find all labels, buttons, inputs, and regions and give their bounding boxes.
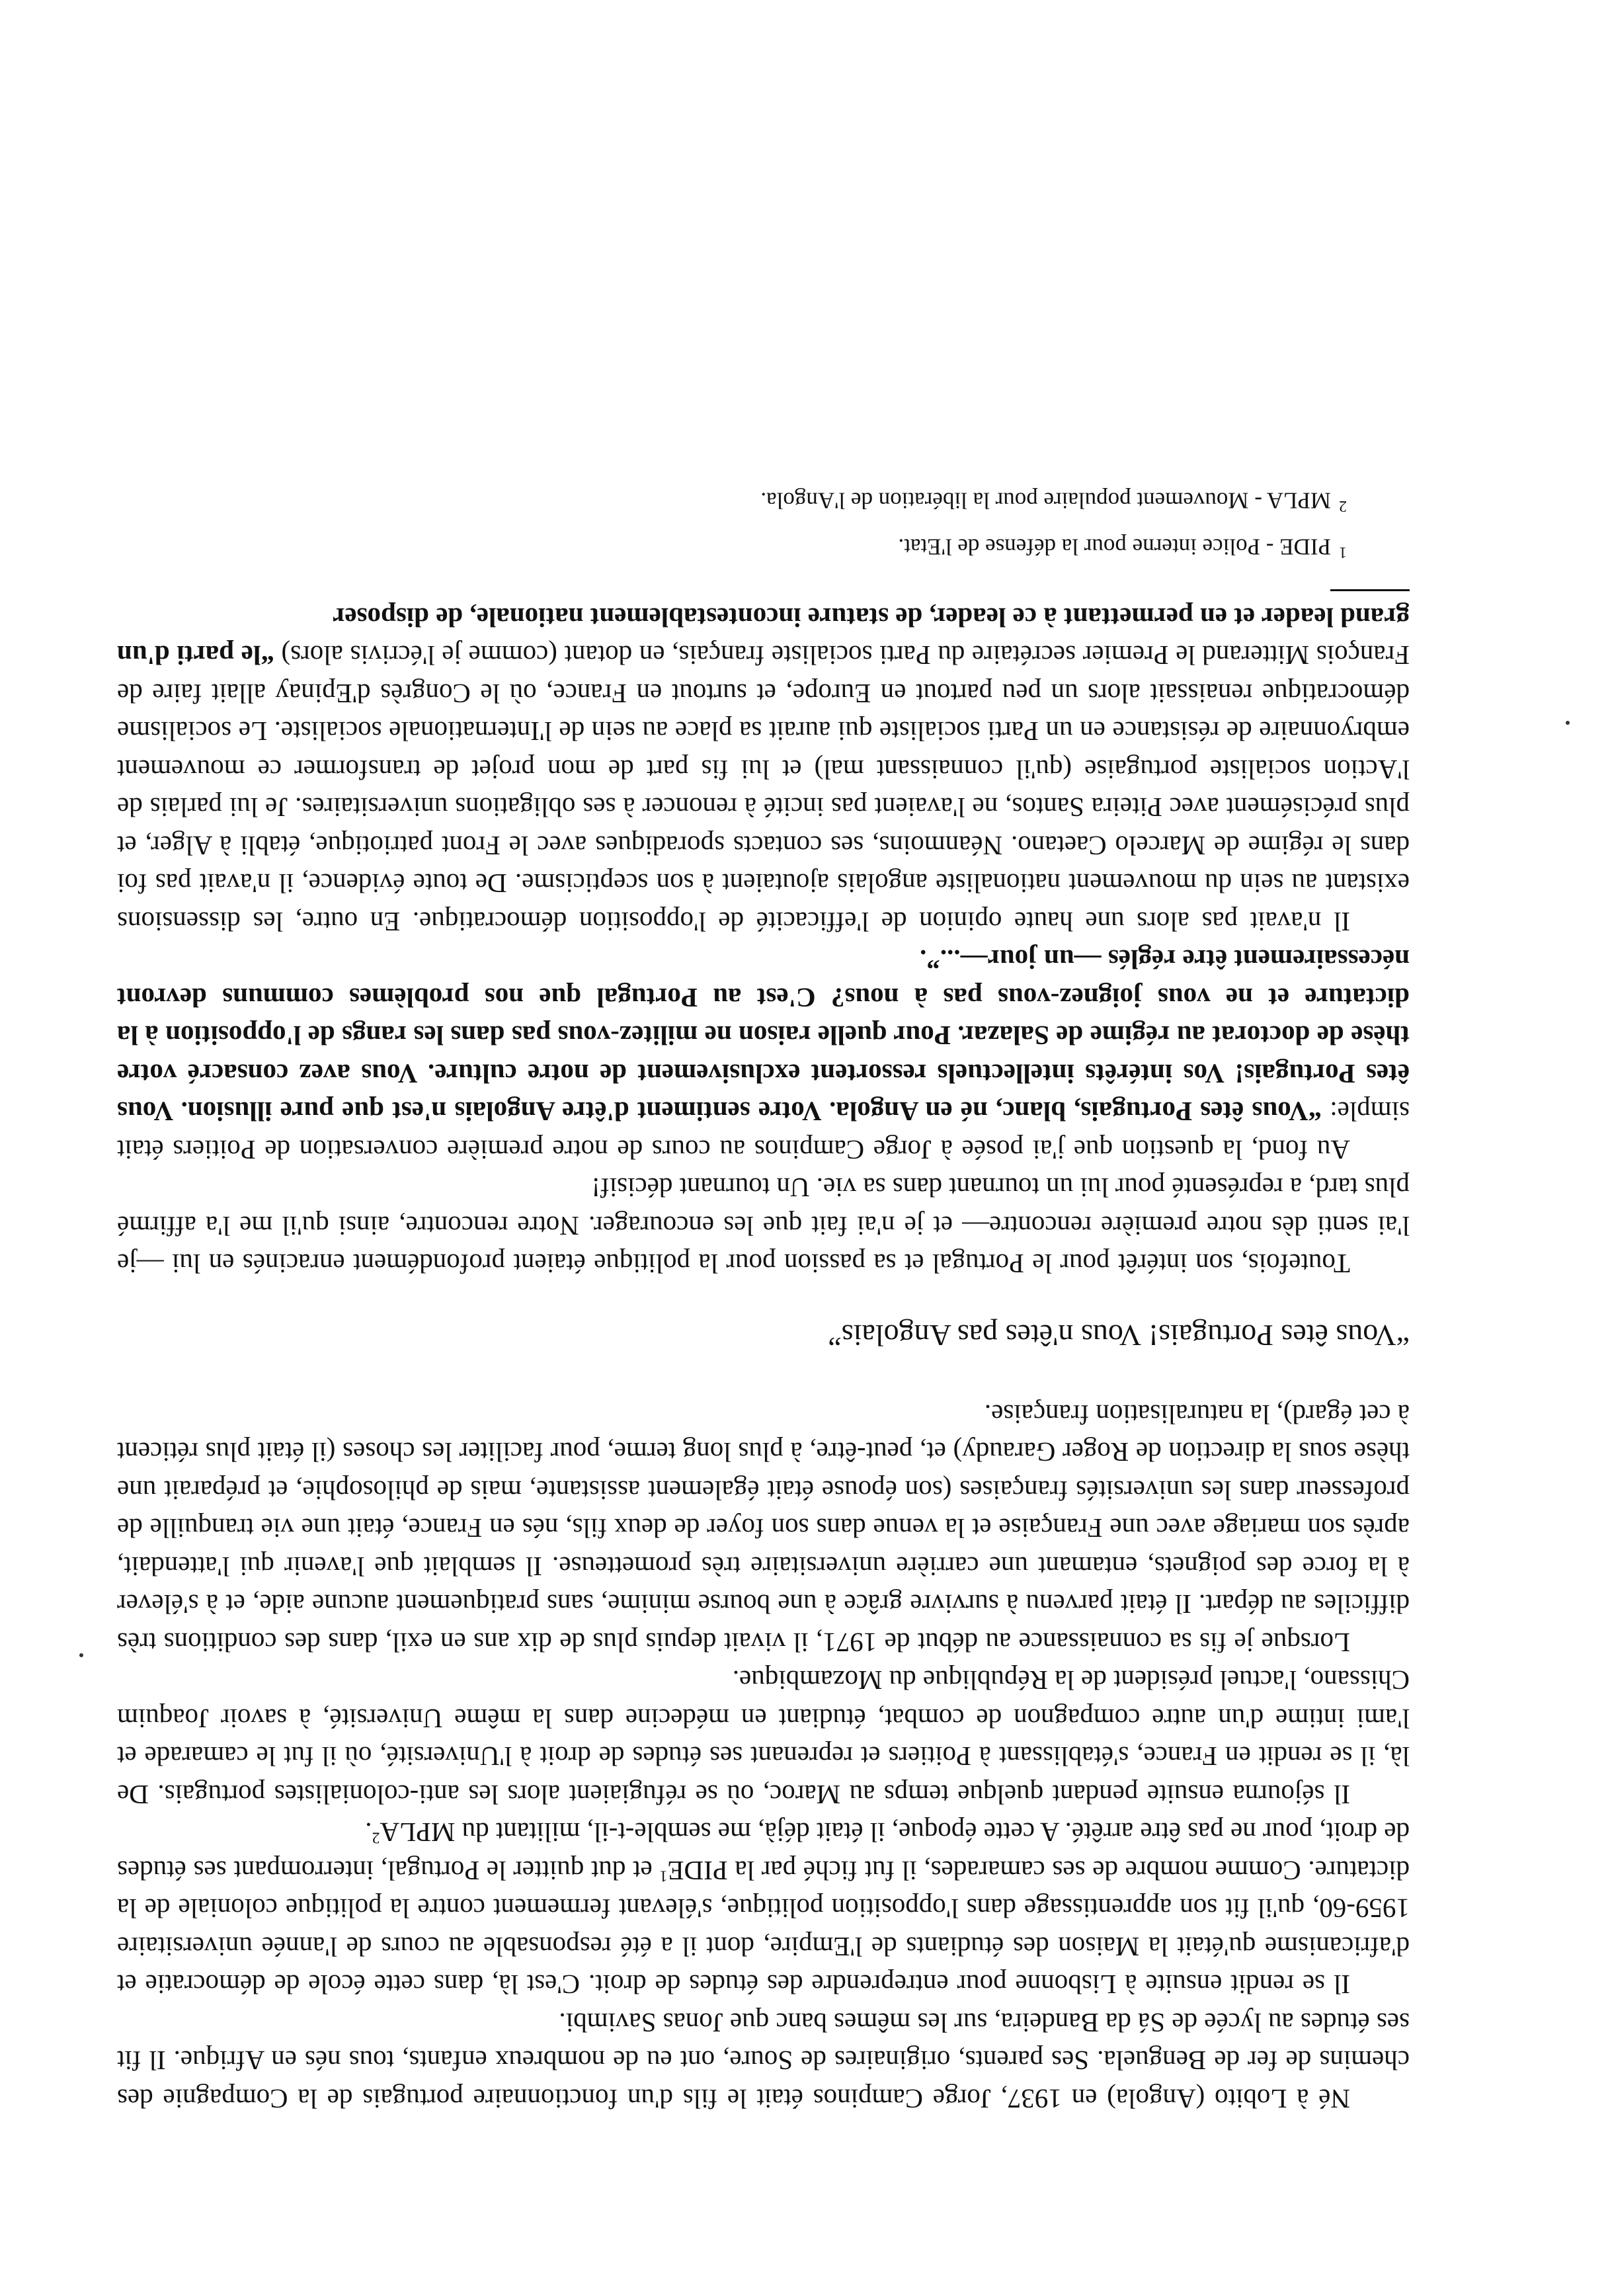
paragraph-politics bbox=[117, 598, 1410, 941]
scan-mark-right bbox=[1566, 721, 1570, 725]
paragraph-politics-quote: “le parti d'un grand leader et en permettant à ce leader, de stature incontestablement nationale, de disposer bbox=[116, 602, 1410, 671]
scan-mark-left bbox=[79, 1653, 83, 1657]
footnote-1-text: PIDE - Police interne pour la défense de l'Etat. bbox=[898, 534, 1331, 560]
footnote-rule bbox=[1330, 590, 1410, 592]
paragraph-birth bbox=[117, 2004, 1410, 2118]
paragraph-meeting-text: Toutefois, son intérêt pour le Portugal et sa passion pour la politique étaient profondément enracinés en lui —je l'ai senti dès notre première rencontre— et je n'ai fait que les encourager. Notre rencontre, ainsi qu'il me l'a affirmé plus tard, a représenté pour lui un tournant dans sa vie. Un tournant décisif! bbox=[117, 1172, 1410, 1280]
footnote-2 bbox=[117, 479, 1347, 526]
paragraph-question-text: Au fond, la question que j'ai posée à Jorge Campinos au cours de notre première conversation de Poitiers était simple: bbox=[117, 1096, 1410, 1165]
section-title: “Vous êtes Portugais! Vous n'êtes pas Angolais” bbox=[828, 1319, 1410, 1353]
paragraph-question-quote: “Vous êtes Portugais, blanc, né en Angola. Votre sentiment d'être Angolais n'est que pure illusion. Vous êtes Portugais! Vos intérêts intellectuels ressortent exclusivement de notre culture. Vous avez consacré votre thèse de doctorat au régime de Salazar. Pour quelle raison ne militez-vous pas dans les rangs de l'opposition à la dictature et ne vous joignez-vous pas à nous? C'est au Portugal que nos problèmes communs devront nécessairement être réglés —un jour—...”. bbox=[116, 944, 1410, 1128]
paragraph-meeting bbox=[117, 1168, 1410, 1283]
footnote-1-number: 1 bbox=[1339, 544, 1347, 561]
paragraph-lisbon-text-c: . bbox=[365, 1817, 372, 1848]
footnote-ref-2: 2 bbox=[372, 1829, 380, 1847]
footnote-ref-1: 1 bbox=[659, 1867, 668, 1885]
paragraph-question bbox=[117, 940, 1410, 1168]
paragraph-lisbon-text-b: et dut quitter le Portugal, interrompant ses études de droit, pour ne pas être arrêté. A cette époque, il était déjà, me semble-t-il, militant du MPLA bbox=[117, 1817, 1410, 1886]
paragraph-morocco-text: Il séjourna ensuite pendant quelque temps au Maroc, où se réfugiaient alors les anti-colonialistes portugais. De là, il se rendit en France, s'établissant à Poitiers et reprenant ses études de droit à l'Université, où il fut le camarade et l'ami intime d'un autre compagnon de combat, étudiant en médecine dans la même Université, à savoir Joaquim Chissano, l'actuel président de la République du Mozambique. bbox=[117, 1665, 1410, 1810]
paragraph-morocco bbox=[117, 1661, 1410, 1813]
paragraph-birth-text: Né à Lobito (Angola) en 1937, Jorge Campinos était le fils d'un fonctionnaire portugais de la Compagnie des chemins de fer de Benguela. Ses parents, originaires de Soure, ont eu de nombreux enfants, tous nés en Afrique. Il fit ses études au lycée de Sá da Bandeira, sur les mêmes banc que Jonas Savimbi. bbox=[117, 2008, 1410, 2114]
footnote-1 bbox=[117, 526, 1347, 573]
paragraph-exile-text: Lorsque je fis sa connaissance au début de 1971, il vivait depuis plus de dix ans en exil, dans des conditions très difficiles au départ. Il était parvenu à survivre grâce à une bourse minime, sans pratiquement aucune aide, et à s'élever à la force des poignets, entamant une carrière universitaire très prometteuse. Il semblait que l'avenir qui l'attendait, après son mariage avec une Française et la venue dans son foyer de deux fils, nés en France, était une vie tranquille de professeur dans les universités françaises (son épouse était également assistante, mais de philosophie, et préparait une thèse sous la direction de Roger Garaudy) et, peut-être, à plus long terme, pour faciliter les choses (il était plus réticent à cet égard), la naturalisation française. bbox=[117, 1399, 1410, 1658]
paragraph-lisbon bbox=[117, 1813, 1410, 2004]
footnote-2-number: 2 bbox=[1339, 497, 1347, 514]
paragraph-politics-text: Il n'avait pas alors une haute opinion de l'efficacité de l'opposition démocratique. En outre, les dissensions existant au sein du mouvement nationaliste angolais ajoutaient à son scepticisme. De toute évidence, il n'avait pas foi dans le régime de Marcelo Caetano. Néanmoins, ses contacts sporadiques avec le Front patriotique, établi à Alger, et plus précisément avec Piteira Santos, ne l'avaient pas incité à renoncer à ses obligations universitaires. Je lui parlais de l'Action socialiste portugaise (qu'il connaissant mal) et lui fis part de mon projet de transformer ce mouvement embryonnaire de résistance en un Parti socialiste qui aurait sa place au sein de l'Internationale socialiste. Le socialisme démocratique renaissait alors un peu partout en Europe, et surtout en France, où le Congrès d'Epinay allait faire de François Mitterand le Premier secrétaire du Parti socialiste français, en dotant (comme je l'écrivis alors) bbox=[117, 640, 1410, 937]
footnote-2-text: MPLA - Mouvement populaire pour la libération de l'Angola. bbox=[760, 487, 1331, 514]
paragraph-exile bbox=[117, 1395, 1410, 1662]
paragraph-lisbon-text-a: Il se rendit ensuite à Lisbonne pour entreprendre des études de droit. C'est là, dans cette école de démocratie et d'africanisme qu'était la Maison des étudiants de l'Empire, dont il a été responsable au cours de l'année universitaire 1959-60, qu'il fit son apprentissage dans l'opposition politique, s'élevant fermement contre la politique coloniale de la dictature. Comme nombre de ses camarades, il fut fiché par la PIDE bbox=[117, 1856, 1410, 2000]
footnotes bbox=[117, 479, 1410, 573]
page-content bbox=[117, 479, 1410, 2117]
